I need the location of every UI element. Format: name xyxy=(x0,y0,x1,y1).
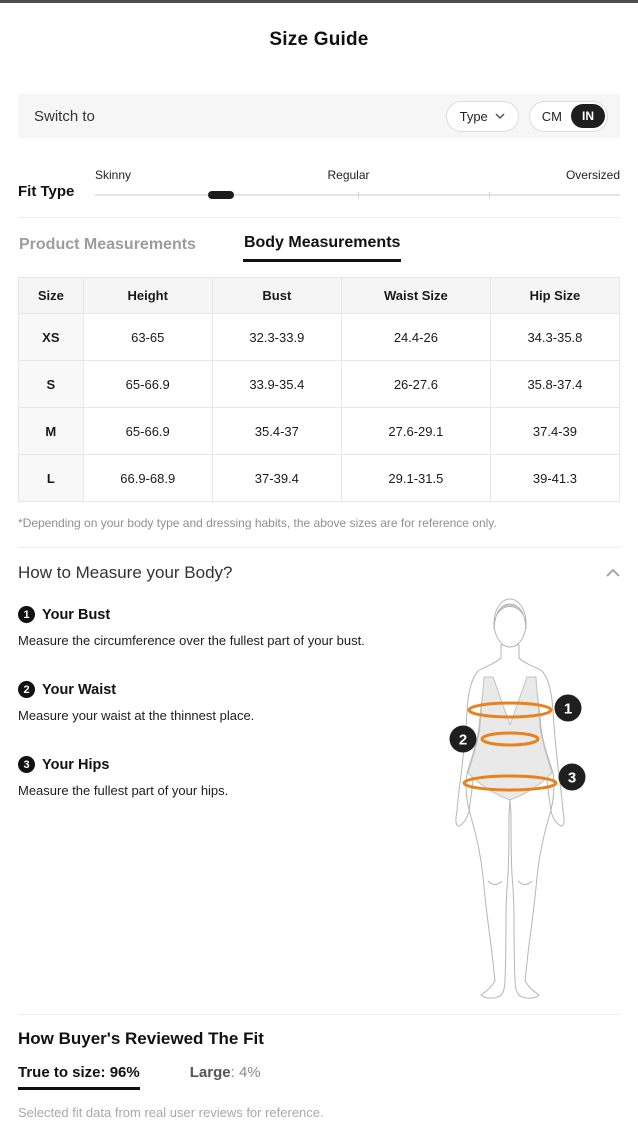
body-outline xyxy=(456,645,564,998)
step-title: Your Hips xyxy=(42,756,110,773)
measure-steps xyxy=(18,585,422,1010)
table-cell: 32.3-33.9 xyxy=(212,314,341,361)
fit-type-slider[interactable] xyxy=(95,168,620,200)
fit-option-regular: Regular xyxy=(327,168,370,182)
table-row xyxy=(19,314,620,361)
stat-label: True to size xyxy=(18,1064,101,1081)
fit-slider-tick xyxy=(489,192,490,198)
chevron-up-icon[interactable] xyxy=(606,569,620,577)
table-cell: L xyxy=(19,455,84,502)
measure-step-waist xyxy=(18,681,422,725)
column-header: Height xyxy=(83,278,212,314)
size-table-footnote: *Depending on your body type and dressing habits, the above sizes are for reference only. xyxy=(18,516,497,530)
type-dropdown-label: Type xyxy=(459,108,488,124)
column-header: Hip Size xyxy=(490,278,619,314)
figure-badge-1 xyxy=(555,695,582,722)
table-row xyxy=(19,361,620,408)
table-cell: 29.1-31.5 xyxy=(341,455,490,502)
body-measurement-figure xyxy=(422,585,620,1005)
measure-section-title: How to Measure your Body? xyxy=(18,563,233,582)
fit-review-stats xyxy=(18,1064,620,1090)
table-cell: M xyxy=(19,408,84,455)
fit-slider-tick xyxy=(358,192,359,198)
fit-type-options xyxy=(95,168,620,182)
figure-badge-3 xyxy=(559,764,586,791)
tab-product-measurements[interactable]: Product Measurements xyxy=(18,234,197,262)
table-cell: 27.6-29.1 xyxy=(341,408,490,455)
divider xyxy=(18,217,620,218)
step-description: Measure your waist at the thinnest place. xyxy=(18,708,255,724)
fit-type-label: Fit Type xyxy=(18,183,75,200)
table-cell: 34.3-35.8 xyxy=(490,314,619,361)
table-cell: 37.4-39 xyxy=(490,408,619,455)
table-cell: 66.9-68.9 xyxy=(83,455,212,502)
table-cell: 24.4-26 xyxy=(341,314,490,361)
svg-text:1: 1 xyxy=(563,700,573,718)
step-head xyxy=(18,756,422,773)
fit-type-row xyxy=(18,168,620,200)
switch-controls xyxy=(446,101,608,132)
column-header: Size xyxy=(19,278,84,314)
measure-step-bust xyxy=(18,606,422,650)
step-description: Measure the fullest part of your hips. xyxy=(18,783,229,799)
table-cell: 26-27.6 xyxy=(341,361,490,408)
table-cell: 63-65 xyxy=(83,314,212,361)
measurement-tabs xyxy=(18,234,620,262)
fit-review-title: How Buyer's Reviewed The Fit xyxy=(18,1029,264,1048)
svg-text:3: 3 xyxy=(567,769,577,787)
fit-review-section xyxy=(18,1029,620,1120)
stat-large[interactable] xyxy=(190,1064,261,1081)
divider xyxy=(18,1014,620,1015)
fit-slider-track[interactable] xyxy=(95,191,620,200)
table-cell: 39-41.3 xyxy=(490,455,619,502)
table-cell: 65-66.9 xyxy=(83,361,212,408)
table-row xyxy=(19,408,620,455)
chevron-down-icon xyxy=(495,113,505,119)
unit-option-cm[interactable]: CM xyxy=(541,108,562,124)
svg-text:2: 2 xyxy=(458,731,468,749)
page-title: Size Guide xyxy=(269,29,369,50)
fit-option-skinny: Skinny xyxy=(95,168,132,182)
stat-separator: : xyxy=(100,1064,110,1081)
fit-slider-handle[interactable] xyxy=(208,191,234,199)
column-header: Bust xyxy=(212,278,341,314)
unit-option-in[interactable]: IN xyxy=(571,104,605,128)
table-cell: XS xyxy=(19,314,84,361)
step-title: Your Bust xyxy=(42,606,111,623)
divider xyxy=(18,547,620,548)
fit-review-note: Selected fit data from real user reviews for reference. xyxy=(18,1105,324,1120)
tab-body-measurements[interactable]: Body Measurements xyxy=(243,234,402,262)
table-cell: 65-66.9 xyxy=(83,408,212,455)
step-number-badge: 3 xyxy=(18,756,35,773)
fit-option-oversized: Oversized xyxy=(565,168,620,182)
step-number-badge: 1 xyxy=(18,606,35,623)
table-cell: 35.4-37 xyxy=(212,408,341,455)
stat-label: Large xyxy=(189,1064,231,1081)
stat-value: 4% xyxy=(238,1064,261,1081)
step-title: Your Waist xyxy=(42,681,117,698)
stat-separator: : xyxy=(230,1064,239,1081)
table-cell: S xyxy=(19,361,84,408)
table-cell: 33.9-35.4 xyxy=(212,361,341,408)
step-description: Measure the circumference over the fullest part of your bust. xyxy=(18,633,365,648)
size-guide-sheet xyxy=(0,3,638,1120)
column-header: Waist Size xyxy=(341,278,490,314)
stat-value: 96% xyxy=(109,1064,140,1081)
step-head xyxy=(18,681,422,698)
stat-true-to-size[interactable] xyxy=(18,1064,140,1090)
figure-badge-2 xyxy=(450,726,477,753)
table-header-row xyxy=(19,278,620,314)
switch-bar xyxy=(18,94,620,138)
size-table xyxy=(18,277,620,502)
table-row xyxy=(19,455,620,502)
type-dropdown-button[interactable] xyxy=(446,101,519,132)
body-figure-container xyxy=(422,585,620,1010)
measure-section-header[interactable] xyxy=(18,563,620,583)
measure-step-hips xyxy=(18,756,422,800)
measure-section-body xyxy=(18,585,620,1010)
table-cell: 37-39.4 xyxy=(212,455,341,502)
table-cell: 35.8-37.4 xyxy=(490,361,619,408)
step-number-badge: 2 xyxy=(18,681,35,698)
unit-toggle[interactable] xyxy=(529,101,608,132)
switch-to-label: Switch to xyxy=(34,107,95,125)
step-head xyxy=(18,606,422,623)
